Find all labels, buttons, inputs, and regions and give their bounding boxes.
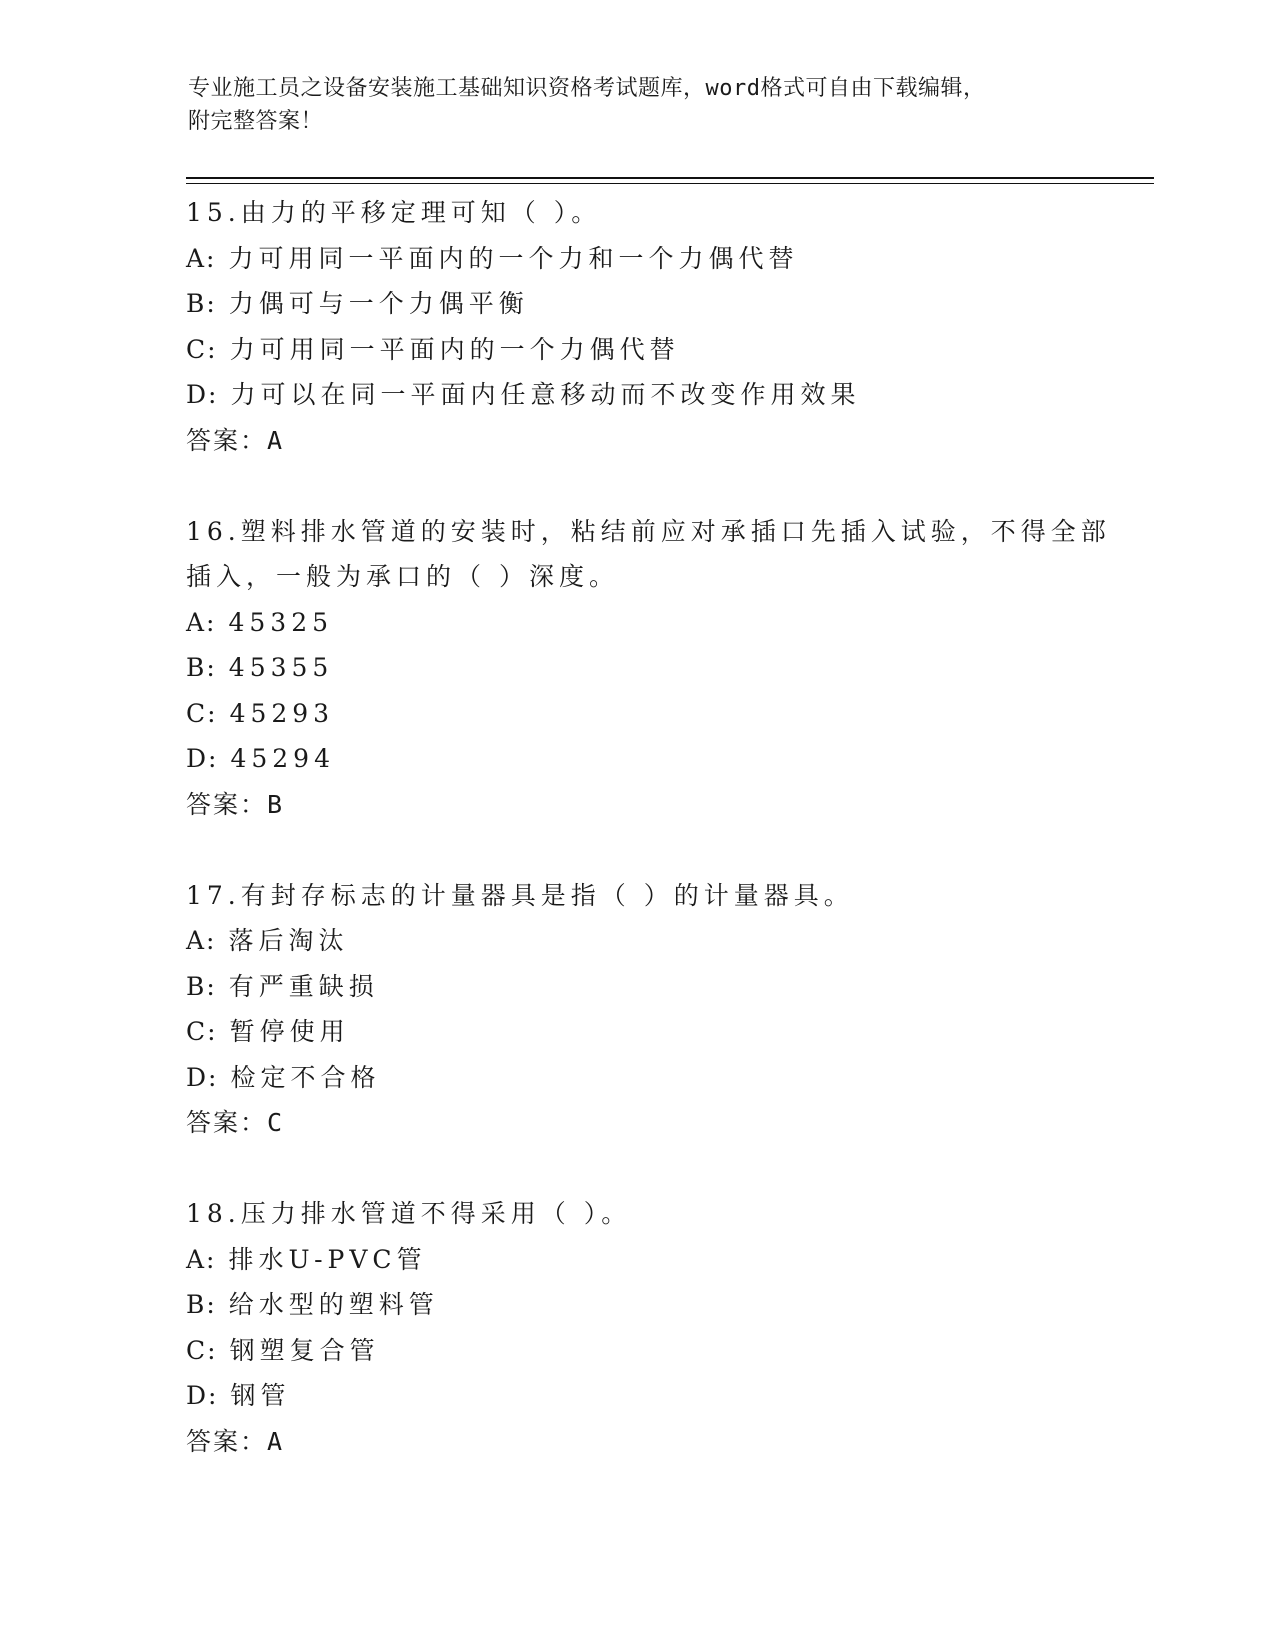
option-label: C: bbox=[186, 1335, 218, 1365]
option-b bbox=[186, 964, 1126, 1010]
question-18 bbox=[186, 1191, 1126, 1464]
option-d bbox=[186, 372, 1126, 418]
question-16 bbox=[186, 509, 1126, 828]
option-text: 45294 bbox=[230, 744, 335, 773]
answer: 答案：A bbox=[186, 1426, 285, 1456]
option-a bbox=[186, 918, 1126, 964]
question-17 bbox=[186, 873, 1126, 1146]
option-label: B: bbox=[186, 289, 217, 318]
option-c bbox=[186, 1009, 1126, 1055]
option-text: 45325 bbox=[228, 607, 334, 637]
option-label: C: bbox=[186, 334, 218, 364]
option-text: 钢塑复合管 bbox=[229, 1335, 380, 1365]
option-c bbox=[186, 327, 1126, 373]
option-text: 暂停使用 bbox=[229, 1017, 350, 1046]
question-stem: 18.压力排水管道不得采用（ ）。 bbox=[186, 1199, 632, 1228]
option-text: 力可以在同一平面内任意移动而不改变作用效果 bbox=[230, 380, 861, 409]
option-label: B: bbox=[186, 653, 217, 682]
option-b bbox=[186, 1282, 1126, 1328]
document-header bbox=[188, 72, 1088, 138]
header-line-1: 专业施工员之设备安装施工基础知识资格考试题库，word格式可自由下载编辑， bbox=[188, 76, 986, 101]
option-label: B: bbox=[186, 971, 217, 1001]
option-text: 力可用同一平面内的一个力和一个力偶代替 bbox=[228, 243, 799, 273]
option-text: 检定不合格 bbox=[230, 1062, 381, 1092]
question-stem: 15.由力的平移定理可知（ ）。 bbox=[186, 198, 602, 227]
option-text: 排水U-PVC管 bbox=[228, 1244, 427, 1274]
option-d bbox=[186, 1055, 1126, 1101]
option-d bbox=[186, 1373, 1126, 1419]
option-text: 给水型的塑料管 bbox=[228, 1290, 439, 1319]
question-15 bbox=[186, 190, 1126, 463]
header-line-2: 附完整答案！ bbox=[188, 109, 324, 134]
answer: 答案：A bbox=[186, 425, 285, 455]
option-label: A: bbox=[186, 607, 217, 637]
option-d bbox=[186, 736, 1126, 782]
option-c bbox=[186, 1328, 1126, 1374]
option-a bbox=[186, 600, 1126, 646]
answer: 答案：C bbox=[186, 1108, 285, 1137]
option-label: A: bbox=[186, 243, 217, 273]
option-b bbox=[186, 645, 1126, 691]
option-text: 45293 bbox=[229, 698, 335, 728]
option-text: 力可用同一平面内的一个力偶代替 bbox=[229, 334, 680, 364]
question-list bbox=[186, 190, 1126, 1510]
option-label: D: bbox=[186, 744, 219, 773]
option-text: 45355 bbox=[228, 653, 334, 682]
option-a bbox=[186, 236, 1126, 282]
header-divider-top bbox=[186, 177, 1154, 179]
option-label: C: bbox=[186, 1017, 218, 1046]
option-label: D: bbox=[186, 1062, 219, 1092]
option-label: D: bbox=[186, 380, 219, 409]
option-a bbox=[186, 1237, 1126, 1283]
option-b bbox=[186, 281, 1126, 327]
option-label: A: bbox=[186, 926, 217, 955]
option-label: A: bbox=[186, 1244, 217, 1274]
question-stem: 17.有封存标志的计量器具是指（ ）的计量器具。 bbox=[186, 880, 854, 910]
option-text: 有严重缺损 bbox=[228, 971, 379, 1001]
question-stem: 16.塑料排水管道的安装时，粘结前应对承插口先插入试验，不得全部插入，一般为承口的（ ）深度。 bbox=[186, 516, 1111, 591]
answer: 答案：B bbox=[186, 789, 285, 819]
header-divider-bottom bbox=[186, 183, 1154, 184]
option-c bbox=[186, 691, 1126, 737]
option-text: 落后淘汰 bbox=[228, 926, 349, 955]
option-label: B: bbox=[186, 1290, 217, 1319]
option-label: D: bbox=[186, 1381, 219, 1410]
option-text: 钢管 bbox=[230, 1381, 291, 1410]
option-text: 力偶可与一个力偶平衡 bbox=[228, 289, 529, 318]
option-label: C: bbox=[186, 698, 218, 728]
